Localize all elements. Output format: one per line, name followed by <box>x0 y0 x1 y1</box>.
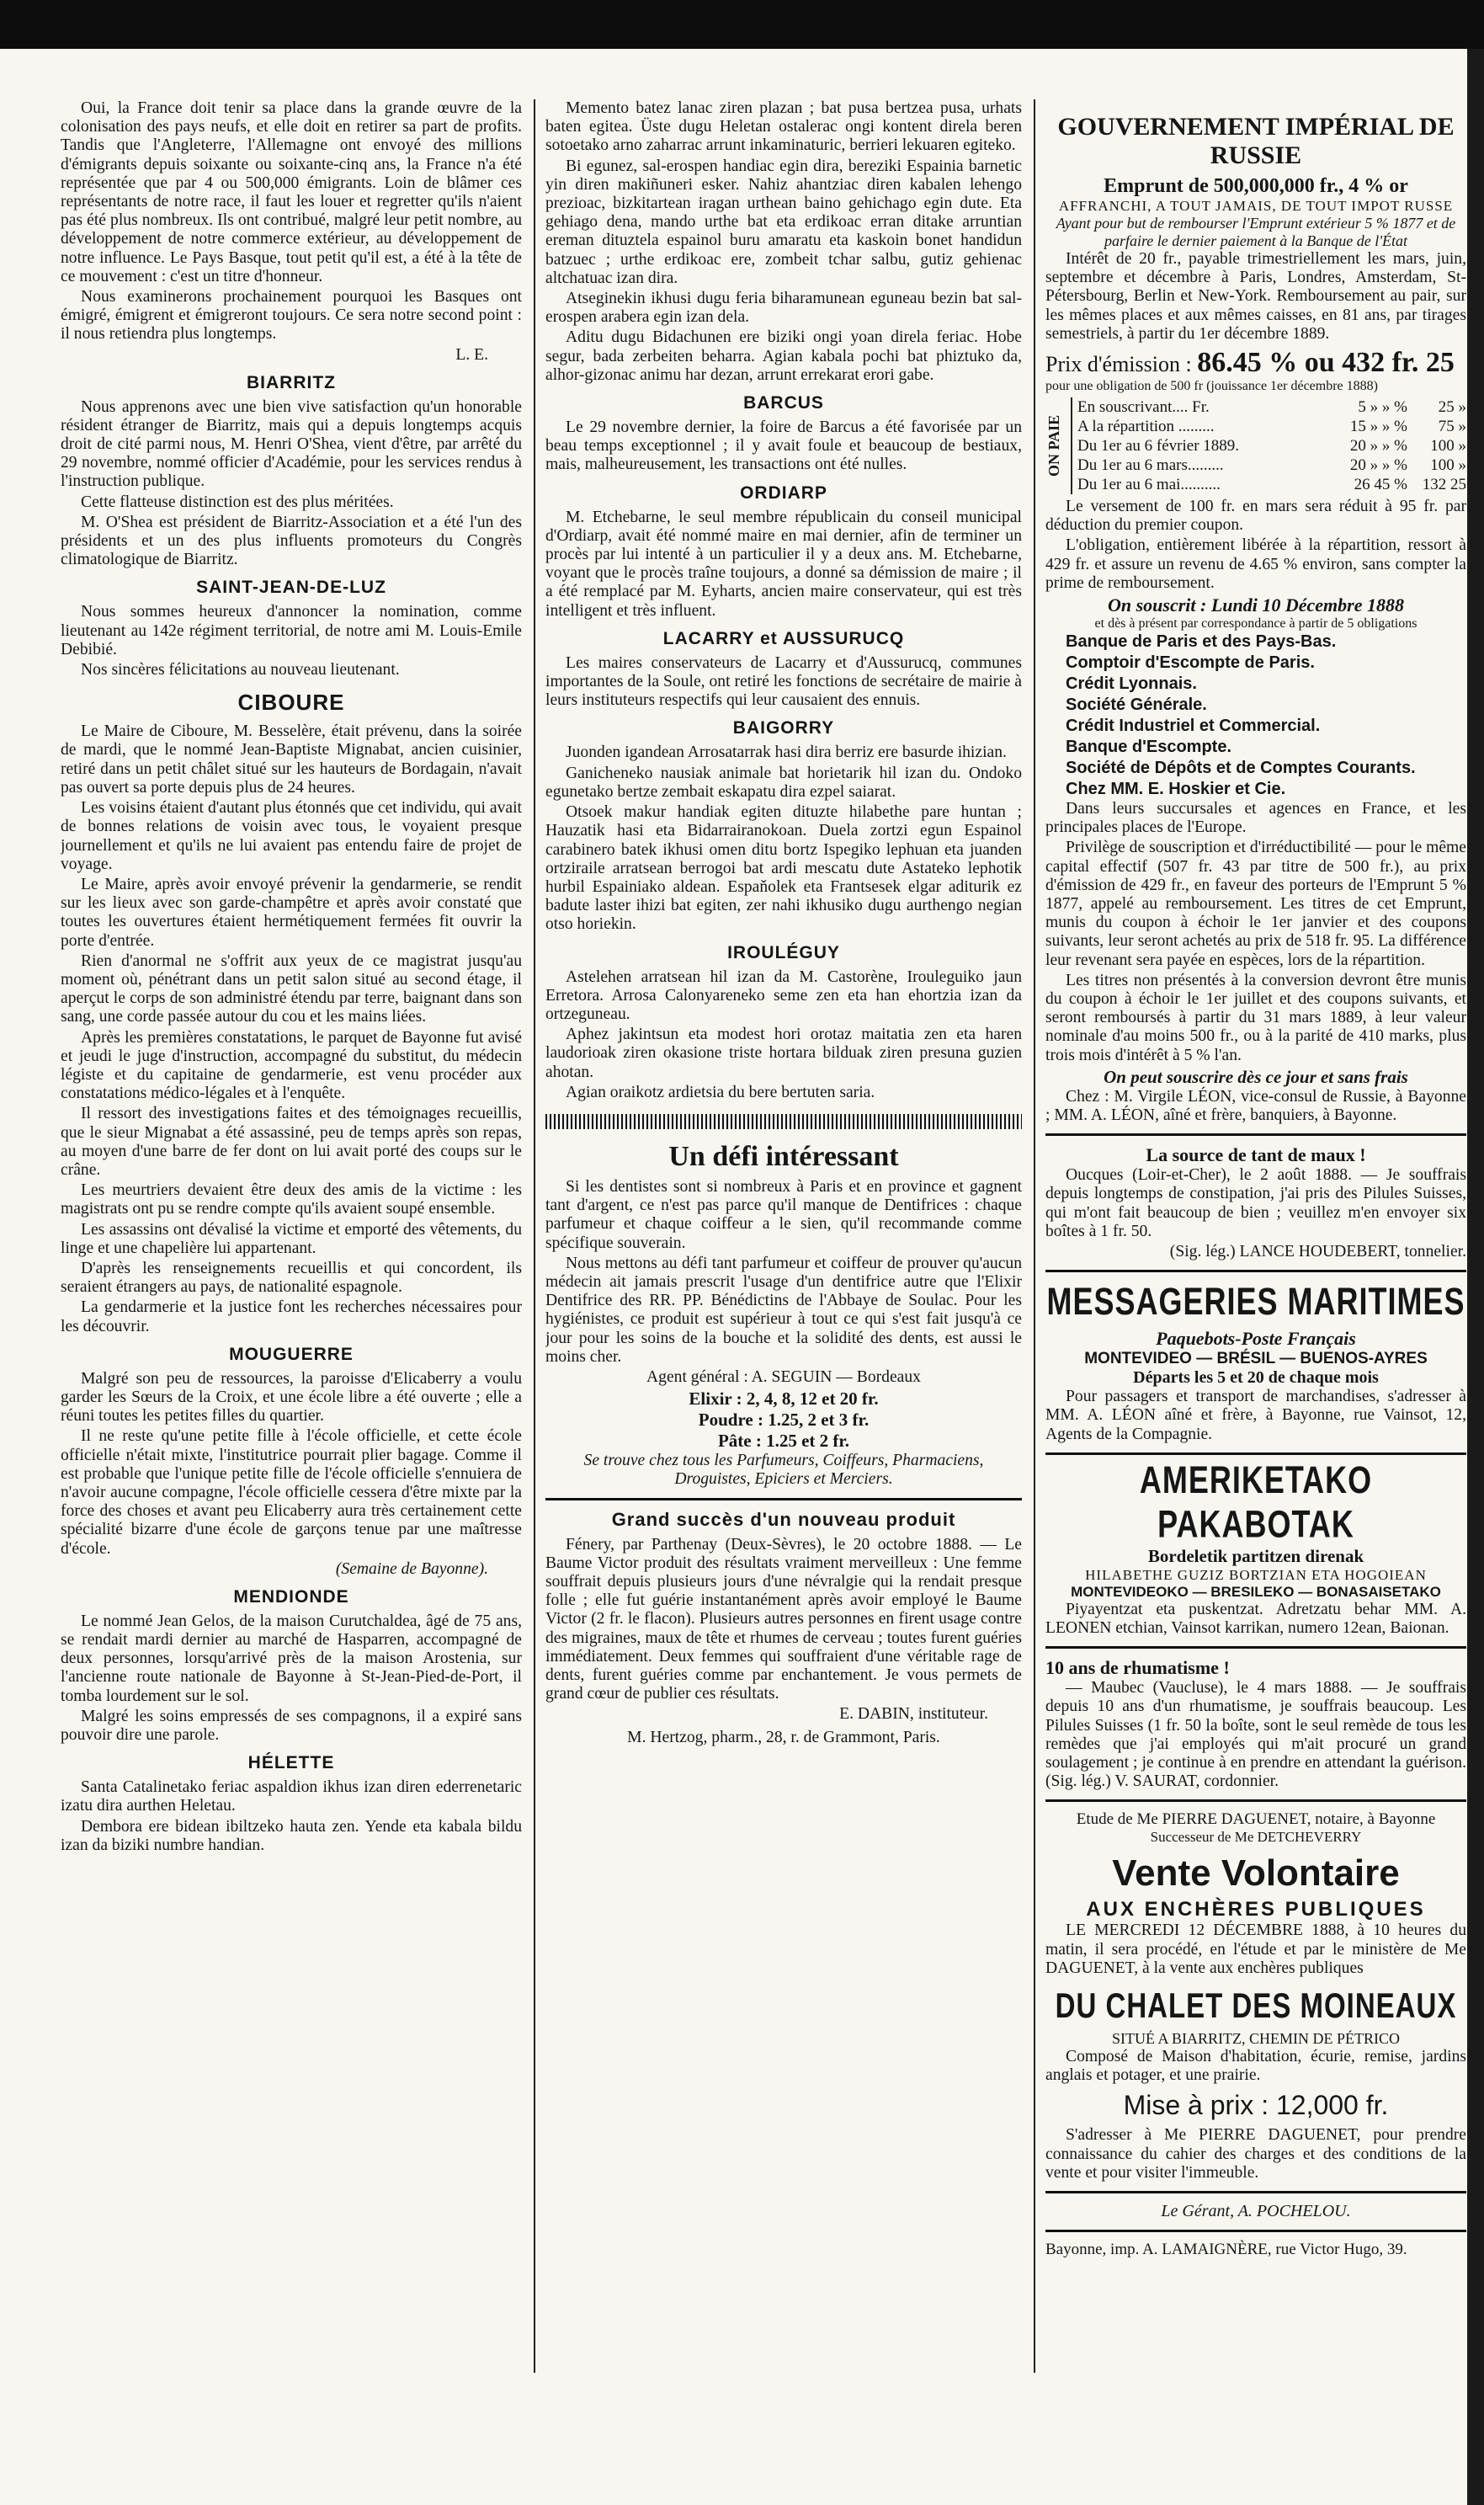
ad-note: Ayant pour but de rembourser l'Emprunt extérieur 5 % 1877 et de parfaire le dernier paiement à la Banque de l'État <box>1056 215 1456 249</box>
ad-title-succes: Grand succès d'un nouveau produit <box>611 1508 956 1530</box>
article-paragraph: Bi egunez, sal-erospen handiac egin dira, bereziki Espainia barnetic yin diren makiñuneri esker. Nahiz ahantziac diren kabalen lehengo prezioac, bizkitartean iragan urthean baino gehichago egin dute. Eta gehiago dena, mando urthe bat eta erdikoac erran ditake arruntian ereman dituztela espainol buru amaratu eta kaskoin bonet handidun batzuec ; urthe erdikoac ere, zombeit tchar salbu, gutiz gehienac altchatuac izan dira. <box>545 157 1022 287</box>
row-pct: 5 » » % <box>1358 398 1407 417</box>
list-item: Chez MM. E. Hoskier et Cie. <box>1066 780 1286 799</box>
ad-paragraph: — Maubec (Vaucluse), le 4 mars 1888. — Je souffrais depuis 10 ans d'un rhumatisme, je souffrais beaucoup. Les Pilules Suisses (1 fr. 50 la boîte, sont le seul remède de tous les remèdes que j'ai employés qui m'ait procuré un grand soulagement ; je continue à en prendre en attendant la guérison. (Sig. lég.) V. SAURAT, cordonnier. <box>1045 1679 1466 1791</box>
section-heading-irouleguy: IROULÉGUY <box>727 942 840 962</box>
price-value: 86.45 % ou 432 fr. 25 <box>1197 347 1455 379</box>
article-paragraph: Memento batez lanac ziren plazan ; bat pusa bertzea pusa, urhats baten egitea. Üste dugu Heletan ostalerac ongi kontent direla beren sotoetako arno zaharrac arrunt inkaminaturic, berrieri lekuaren egiteko. <box>545 99 1022 155</box>
article-paragraph: Otsoek makur handiak egiten dituzte hilabethe pare huntan ; Hauzatik hasi eta Bidarrairanokoan. Duela zortzi egun Espainol carabinero batek ikhusi omen ditu bortz Ispegiko lephuan eta juanden ortziraile arratsean berrogoi bat ardi mescatu dute Astateko lephotik hurbil Espainiako aldean. Espaňolek eta Frantsesek elgar aditurik ez badute laster ihizi bat egiten, zer nahi ikhusiko dugu aurthengo negian otso horiekin. <box>545 803 1022 934</box>
ad-paragraph: Le versement de 100 fr. en mars sera réduit à 95 fr. par déduction du premier coupon. <box>1045 498 1466 535</box>
ad-departures: Départs les 5 et 20 de chaque mois <box>1133 1368 1379 1388</box>
article-paragraph: Oui, la France doit tenir sa place dans la grande œuvre de la colonisation des pays neufs, et elle doit en retirer sa part de profits. Tandis que l'Angleterre, l'Allemagne ont envoyé des millions d'émigrants depuis soixante ou soixante-cinq ans, la France n'a été représentée que par 4 ou 500,000 émigrants. Loin de blâmer ces représentants de notre race, il faut les louer et regretter qu'ils n'aient pas été plus nombreux. Ils ont contribué, malgré leur petit nombre, au développement de notre commerce extérieur, au développement de notre influence. Le Pays Basque, tout petit qu'il est, a été à la tête de ce mouvement : c'est un titre d'honneur. <box>61 99 522 285</box>
row-fr: 100 » <box>1430 437 1466 456</box>
ad-title-vente: Vente Volontaire <box>1112 1852 1400 1895</box>
gerant-line: Le Gérant, A. POCHELOU. <box>1161 2201 1351 2220</box>
ad-footer: M. Hertzog, pharm., 28, r. de Grammont, Paris. <box>627 1729 940 1747</box>
divider <box>1045 1799 1466 1802</box>
article-paragraph: Après les premières constatations, le parquet de Bayonne fut avisé et jeudi le juge d'instruction, accompagné du substitut, du médecin légiste et du capitaine de gendarmerie, est venu procéder aux constatations médico-légales et à l'enquête. <box>61 1028 522 1103</box>
list-item: Banque d'Escompte. <box>1066 738 1232 757</box>
ad-caption: AFFRANCHI, A TOUT JAMAIS, DE TOUT IMPOT RUSSE <box>1058 198 1454 214</box>
article-paragraph: Il ressort des investigations faites et des témoignages recueillis, que le sieur Mignabat a été assassiné, peu de temps après son repas, au moyen d'une barre de fer dont on lui avait porté des coups sur le crâne. <box>61 1105 522 1179</box>
ad-title-russie: GOUVERNEMENT IMPÉRIAL DE RUSSIE <box>1057 113 1455 169</box>
ad-paragraph: Si les dentistes sont si nombreux à Paris et en province et gagnent tant d'argent, ce n'est pas parce qu'il manque de Dentifrices : chaque parfumeur et chaque coiffeur a le sien, qu'il recommande comme spécifique souverain. <box>545 1177 1022 1252</box>
article-paragraph: Nous sommes heureux d'annoncer la nomination, comme lieutenant au 142e régiment territorial, de notre ami M. Louis-Emile Debibié. <box>61 603 522 658</box>
row-fr: 132 25 <box>1422 476 1466 494</box>
ad-subtitle: Bordeletik partitzen direnak <box>1147 1545 1364 1566</box>
divider <box>1045 2230 1466 2232</box>
list-item: Société de Dépôts et de Comptes Courants. <box>1066 759 1416 778</box>
ad-caption: HILABETHE GUZIZ BORTZIAN ETA HOGOIEAN <box>1085 1566 1427 1583</box>
ad-subtitle: AUX ENCHÈRES PUBLIQUES <box>1086 1898 1426 1921</box>
payment-side-label: ON PAIE <box>1045 414 1062 477</box>
ad-signature: (Sig. lég.) LANCE HOUDEBERT, tonnelier. <box>1169 1243 1466 1261</box>
mise-a-prix: Mise à prix : 12,000 fr. <box>1123 2090 1389 2121</box>
article-paragraph: Nous examinerons prochainement pourquoi les Basques ont émigré, émigrent et émigreront toujours. Ce sera notre second point : il nous retiendra plus longtemps. <box>61 288 522 344</box>
ad-signature: E. DABIN, instituteur. <box>839 1705 988 1724</box>
article-paragraph: Les meurtriers devaient être deux des amis de la victime : les magistrats ont pu se rendre compte qu'ils avaient soupé ensemble. <box>61 1181 522 1218</box>
price-note: pour une obligation de 500 fr (jouissance 1er décembre 1888) <box>1045 379 1378 394</box>
article-paragraph: Le nommé Jean Gelos, de la maison Curutchaldea, âgé de 75 ans, se rendait mardi dernier au marché de Hasparren, accompagné de deux personnes, lorsqu'arrivé près de la maison Arostenia, sur l'ancienne route nationale de Bayonne à St-Jean-Pied-de-Port, il tomba lourdement sur le sol. <box>61 1612 522 1705</box>
column-rule-1 <box>534 99 535 2373</box>
row-fr: 75 » <box>1438 418 1466 436</box>
price-line <box>1045 347 1466 379</box>
article-paragraph: D'après les renseignements recueillis et qui concordent, ils seraient étrangers au pays, de nationalité espagnole. <box>61 1259 522 1297</box>
section-heading-ciboure: CIBOURE <box>237 690 345 716</box>
ad-paragraph: Oucques (Loir-et-Cher), le 2 août 1888. — Je souffrais depuis longtemps de constipation, j'ai pris des Pilules Suisses, qui m'ont fait beaucoup de bien ; veuillez m'en envoyer six boîtes à 1 fr. 50. <box>1045 1166 1466 1240</box>
article-paragraph: Santa Catalinetako feriac aspaldion ikhus izan diren ederrenetaric izatu dira aurthen Heletau. <box>61 1778 522 1815</box>
article-paragraph: M. O'Shea est président de Biarritz-Association et a été l'un des présidents et un des plus influents promoteurs du Congrès climatologique de Biarritz. <box>61 513 522 569</box>
article-paragraph: Ganicheneko nausiak animale bat horietarik hil izan du. Ondoko egunetako bertze zembait eskapatu dira ezpel saiarat. <box>545 764 1022 801</box>
ad-price-line: Poudre : 1.25, 2 et 3 fr. <box>698 1410 870 1431</box>
article-paragraph: Atseginekin ikhusi dugu feria biharamunean eguneau bezin bat sal-erospen arabera egin izan dela. <box>545 290 1022 327</box>
ad-paragraph: Chez : M. Virgile LÉON, vice-consul de Russie, à Bayonne ; MM. A. LÉON, aîné et frère, banquiers, à Bayonne. <box>1045 1087 1466 1125</box>
ad-paragraph: S'adresser à Me PIERRE DAGUENET, pour prendre connaissance du cahier des charges et des conditions de la vente et pour visiter l'immeuble. <box>1045 2126 1466 2182</box>
signature: L. E. <box>455 345 488 364</box>
row-pct: 26 45 % <box>1354 476 1407 494</box>
article-paragraph: Le 29 novembre dernier, la foire de Barcus a été favorisée par un beau temps exceptionnel ; il y avait foule et beaucoup de bestiaux, mais, malheureusement, les transactions ont été nulles. <box>545 418 1022 474</box>
ad-subtitle: SITUÉ A BIARRITZ, CHEMIN DE PÉTRICO <box>1112 2029 1400 2047</box>
ad-subtitle: Paquebots-Poste Français <box>1156 1328 1356 1350</box>
article-paragraph: Les assassins ont dévalisé la victime et emporté des vêtements, du linge et une chapelière lui appartenant. <box>61 1220 522 1257</box>
section-heading-lacarry: LACARRY et AUSSURUCQ <box>662 628 905 648</box>
article-paragraph: Agian oraikotz ardietsia du bere bertuten saria. <box>566 1083 875 1101</box>
divider <box>1045 2191 1466 2193</box>
section-heading-sjdl: SAINT-JEAN-DE-LUZ <box>196 578 386 598</box>
ad-title-amerika: AMERIKETAKO PAKABOTAK <box>1139 1458 1373 1545</box>
row-label: A la répartition ......... <box>1077 418 1215 436</box>
ad-title-messageries: MESSAGERIES MARITIMES <box>1046 1279 1465 1324</box>
article-paragraph: Nos sincères félicitations au nouveau lieutenant. <box>81 661 400 680</box>
ad-paragraph: Fénery, par Parthenay (Deux-Sèvres), le 20 octobre 1888. — Le Baume Victor produit des résultats vraiment merveilleux : Une femme souffrait depuis plusieurs jours d'une névralgie qui la rendait presque folle ; elle fut guérie instantanément après avoir employé le Baume Victor (2 fr. le flacon). Plusieurs autres personnes en firent usage contre des migraines, maux de tête et rhumes de cerveau ; toutes furent guéries immédiatement. Deux femmes qui souffraient d'une véritable rage de dents, furent guéries comme par enchantement. Je vous permets de grand cœur de publier ces résultats. <box>545 1535 1022 1703</box>
etude-line: Successeur de Me DETCHEVERRY <box>1150 1829 1362 1846</box>
ad-subtitle: Emprunt de 500,000,000 fr., 4 % or <box>1104 175 1408 197</box>
ad-footer: Se trouve chez tous les Parfumeurs, Coiffeurs, Pharmaciens, Droguistes, Epiciers et Merciers. <box>583 1452 984 1489</box>
row-label: En souscrivant.... Fr. <box>1077 398 1210 417</box>
table-row <box>1077 475 1466 494</box>
article-paragraph: Aphez jakintsun eta modest hori orotaz maitatia zen eta haren laudorioak ziren okasione triste hortara bilduak ziren presuna guzien ahotan. <box>545 1026 1022 1081</box>
section-heading-mendionde: MENDIONDE <box>233 1586 349 1607</box>
payment-rows <box>1071 397 1466 494</box>
ad-paragraph: Dans leurs succursales et agences en France, et les principales places de l'Europe. <box>1045 800 1466 837</box>
section-heading-biarritz: BIARRITZ <box>247 372 336 392</box>
table-row <box>1077 436 1466 456</box>
page-right-edge <box>1467 49 1484 2505</box>
article-paragraph: Le Maire de Ciboure, M. Besselère, était prévenu, dans la soirée de mardi, que le nommé Jean-Baptiste Mignabat, ancien cuisinier, retiré dans un petit châlet situé sur les hauteurs de Bordagain, n'avait pas ouvert sa porte depuis plus de 24 heures. <box>61 722 522 797</box>
imprint-line: Bayonne, imp. A. LAMAIGNÈRE, rue Victor Hugo, 39. <box>1045 2240 1407 2258</box>
ad-paragraph: Intérêt de 20 fr., payable trimestriellement les mars, juin, septembre et décembre à Paris, Londres, Amsterdam, St-Pétersbourg, Berlin et New-York. Remboursement au pair, sur les mêmes places et aux mêmes caisses, en 81 ans, par tirages semestriels, à partir du 1er décembre 1889. <box>1045 250 1466 343</box>
table-row <box>1077 397 1466 417</box>
row-label: Du 1er au 6 février 1889. <box>1077 437 1240 456</box>
ad-paragraph: L'obligation, entièrement libérée à la répartition, ressort à 429 fr. et assure un revenu de 4.65 % environ, sans compter la prime de remboursement. <box>1045 536 1466 592</box>
ad-paragraph: Privilège de souscription et d'irréductibilité — pour le même capital effectif (507 fr. 43 par titre de 500 fr.), au prix d'émission de 429 fr., en faveur des porteurs de l'Emprunt 5 % 1877, appelé au remboursement. Les titres de cet Emprunt, munis du coupon à échoir le 1er janvier et des coupons suivants, leur seront achetés au prix de 518 fr. 95. La différence leur revenant sera payée en espèces, lors de la répartition. <box>1045 839 1466 969</box>
article-paragraph: Astelehen arratsean hil izan da M. Castorène, Irouleguiko jaun Erretora. Arrosa Calonyareneko seme zen eta han ehortzia izan da ortzeguneau. <box>545 967 1022 1023</box>
article-paragraph: Rien d'anormal ne s'offrit aux yeux de ce magistrat jusqu'au moment où, pénétrant dans un petit salon situé au second étage, il aperçut le corps de son administré étendu par terre, baignant dans son sang, une corde passée autour du cou et les mains liées. <box>61 951 522 1026</box>
article-paragraph: La gendarmerie et la justice font les recherches nécessaires pour les découvrir. <box>61 1298 522 1335</box>
divider <box>545 1498 1022 1500</box>
article-paragraph: Malgré son peu de ressources, la paroisse d'Elicaberry a voulu garder les Sœurs de la Croix, et une école libre a été ouverte ; elle a réuni toutes les petites filles du quartier. <box>61 1369 522 1426</box>
article-paragraph: Malgré les soins empressés de ses compagnons, il a expiré sans pouvoir dire une parole. <box>61 1707 522 1745</box>
article-paragraph: M. Etchebarne, le seul membre républicain du conseil municipal d'Ordiarp, avait été nommé maire en mai dernier, afin de terminer un procès par lui intenté à un particulier il y a deux ans. M. Etchebarne, voyant que le procès traîne toujours, a donné sa démission de maire ; il a été remplacé par M. Eyharts, ancien maire conservateur, qui est très intelligent et très influent. <box>545 508 1022 620</box>
list-item: Comptoir d'Escompte de Paris. <box>1066 653 1315 673</box>
article-paragraph: Il ne reste qu'une petite fille à l'école officielle, et cette école officielle n'était mixte, l'institutrice pourrait plier bagage. Comme il est probable que l'unique petite fille de l'école officielle s'ennuiera de n'avoir aucune compagne, l'école officielle cessera d'être mixte par la force des choses et avant peu Elicaberry aura très certainement cette spécialité bizarre d'une école de garçons tenue par une maîtresse d'école. <box>61 1427 522 1558</box>
article-paragraph: Nous apprenons avec une bien vive satisfaction qu'un honorable résident étranger de Biarritz, mais qui a depuis longtemps acquis droit de cité parmi nous, M. Henri O'Shea, vient d'être, par arrêté du 29 novembre, nommé officier d'Académie, pour les services rendus à l'instruction publique. <box>61 397 522 491</box>
table-row <box>1077 417 1466 436</box>
section-heading-barcus: BARCUS <box>743 393 824 413</box>
section-heading-baigorry: BAIGORRY <box>732 718 835 738</box>
list-item: Société Générale. <box>1066 696 1207 715</box>
column-right <box>1045 99 1466 2259</box>
row-label: Du 1er au 6 mars......... <box>1077 456 1224 475</box>
ad-price-line: Elixir : 2, 4, 8, 12 et 20 fr. <box>689 1388 879 1410</box>
section-heading-ordiarp: ORDIARP <box>740 482 827 503</box>
row-label: Du 1er au 6 mai.......... <box>1077 476 1221 494</box>
ad-destinations: MONTEVIDEOKO — BRESILEKO — BONASAISETAKO <box>1071 1583 1441 1600</box>
ad-title-defi: Un défi intéressant <box>668 1140 899 1172</box>
article-paragraph: Dembora ere bidean ibiltzeko hauta zen. Yende eta kabala bildu izan da biziki numbre handian. <box>61 1817 522 1854</box>
article-paragraph: Aditu dugu Bidachunen ere biziki ongi yoan direla feriac. Hobe segur, bada zerbeiten beharra. Agian kabala pochi bat phiztuko da, alhor-gizonac animu har dezan, arrunt errekarat erori gabe. <box>545 328 1022 384</box>
section-heading-mouguerre: MOUGUERRE <box>229 1344 354 1364</box>
souscription-date: On souscrit : Lundi 10 Décembre 1888 <box>1108 594 1404 616</box>
list-item: Banque de Paris et des Pays-Bas. <box>1066 632 1337 652</box>
table-row <box>1077 456 1466 475</box>
ad-paragraph: Pour passagers et transport de marchandises, s'adresser à MM. A. LÉON aîné et frère, à Bayonne, rue Vainsot, 12, Agents de la Compagnie. <box>1045 1388 1466 1443</box>
column-middle <box>545 99 1022 1750</box>
page-top-border <box>0 0 1484 49</box>
price-label: Prix d'émission : <box>1045 352 1192 377</box>
decorative-divider <box>545 1114 1022 1129</box>
ad-paragraph: Nous mettons au défi tant parfumeur et coiffeur de prouver qu'aucun médecin ait jamais prescrit l'usage d'un dentifrice autre que l'Elixir Dentifrice des RR. PP. Bénédictins de l'Abbaye de Soulac. Pour les hygiénistes, ce produit est supérieur à tout ce qui s'est fait jusqu'à ce jour pour les soins de la bouche et la solidité des dents, est aussi le moins cher. <box>545 1254 1022 1366</box>
article-paragraph: Les maires conservateurs de Lacarry et d'Aussurucq, communes importantes de la Soule, ont retiré les fonctions de secrétaire de mairie à leurs instituteurs respectifs qui leur causaient des ennuis. <box>545 653 1022 710</box>
ad-callout: On peut souscrire dès ce jour et sans frais <box>1104 1066 1408 1087</box>
ad-agent: Agent général : A. SEGUIN — Bordeaux <box>646 1367 921 1386</box>
row-fr: 100 » <box>1430 456 1466 475</box>
divider <box>1045 1452 1466 1455</box>
ad-paragraph: Composé de Maison d'habitation, écurie, remise, jardins anglais et potager, et une prairie. <box>1045 2047 1466 2085</box>
list-item: Crédit Industriel et Commercial. <box>1066 717 1321 736</box>
ad-paragraph: LE MERCREDI 12 DÉCEMBRE 1888, à 10 heures du matin, il sera procédé, en l'étude et par le ministère de Me DAGUENET, à la vente aux enchères publiques <box>1045 1921 1466 1977</box>
article-paragraph: Juonden igandean Arrosatarrak hasi dira berriz ere basurde ihizian. <box>566 744 1007 762</box>
row-fr: 25 » <box>1438 398 1466 417</box>
ad-title-chalet: DU CHALET DES MOINEAUX <box>1055 1985 1457 2025</box>
signature: (Semaine de Bayonne). <box>335 1559 488 1578</box>
divider <box>1045 1646 1466 1649</box>
row-pct: 20 » » % <box>1349 456 1407 475</box>
row-pct: 15 » » % <box>1349 418 1407 436</box>
article-paragraph: Le Maire, après avoir envoyé prévenir la gendarmerie, se rendit sur les lieux avec son garde-champêtre et après avoir constaté que toutes les ouvertures étaient hermétiquement fermées fit ouvrir la porte d'entrée. <box>61 875 522 950</box>
column-left <box>61 99 522 1857</box>
article-paragraph: Les voisins étaient d'autant plus étonnés que cet individu, qui avait de bonnes relations de voisin avec tous, le voyaient presque journellement et qu'ils ne lui avaient pas entendu faire de projet de voyage. <box>61 799 522 873</box>
article-paragraph: Cette flatteuse distinction est des plus méritées. <box>81 493 394 511</box>
souscription-note: et dès à présent par correspondance à partir de 5 obligations <box>1094 616 1418 632</box>
section-heading-helette: HÉLETTE <box>247 1753 335 1773</box>
ad-title-rhumatisme: 10 ans de rhumatisme ! <box>1045 1657 1230 1679</box>
row-pct: 20 » » % <box>1349 437 1407 456</box>
divider <box>1045 1270 1466 1272</box>
ad-paragraph: Piyayentzat eta puskentzat. Adretzatu behar MM. A. LEONEN etchian, Vainsot karrikan, numero 12ean, Baionan. <box>1045 1600 1466 1637</box>
etude-line: Etude de Me PIERRE DAGUENET, notaire, à Bayonne <box>1076 1810 1436 1829</box>
ad-price-line: Pâte : 1.25 et 2 fr. <box>717 1431 850 1452</box>
payment-table <box>1045 397 1466 494</box>
ad-destinations: MONTEVIDEO — BRÉSIL — BUENOS-AYRES <box>1084 1350 1428 1368</box>
bank-list <box>1066 632 1466 800</box>
list-item: Crédit Lyonnais. <box>1066 674 1197 694</box>
column-rule-2 <box>1034 99 1035 2373</box>
divider <box>1045 1133 1466 1136</box>
ad-paragraph: Les titres non présentés à la conversion devront être munis du coupon à échoir le 1er juillet et des coupons suivants, et seront remboursés à partir du 31 mars 1889, à leur valeur nominale d'au moins 500 fr., ou à la parité de 410 marks, plus trois mois d'intérêt à 5 % l'an. <box>1045 971 1466 1064</box>
ad-title-source: La source de tant de maux ! <box>1146 1144 1366 1166</box>
